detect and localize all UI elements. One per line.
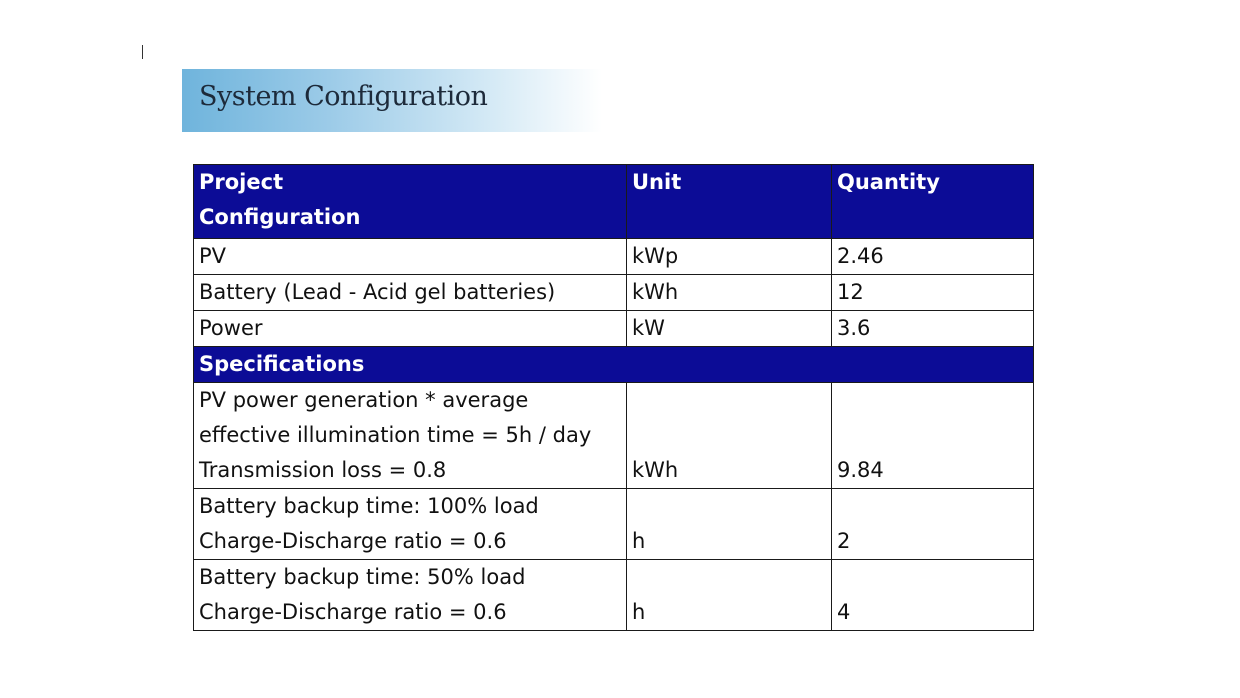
row-quantity: 2.46 (832, 239, 1034, 275)
title-banner (182, 69, 602, 132)
table-row (194, 311, 1034, 347)
table-row (194, 239, 1034, 275)
row-quantity: 12 (832, 275, 1034, 311)
row-item: Power (194, 311, 627, 347)
table-row (194, 560, 1034, 631)
row-unit: kWh (627, 383, 832, 489)
header-project-configuration: Project Configuration (194, 165, 627, 239)
header-unit: Unit (627, 165, 832, 239)
row-unit: kW (627, 311, 832, 347)
header-quantity: Quantity (832, 165, 1034, 239)
table-row (194, 275, 1034, 311)
configuration-table (193, 164, 1034, 631)
text-cursor (142, 45, 143, 59)
specifications-header-row (194, 347, 1034, 383)
row-unit: kWh (627, 275, 832, 311)
row-unit: kWp (627, 239, 832, 275)
row-unit: h (627, 560, 832, 631)
table-row (194, 489, 1034, 560)
row-unit: h (627, 489, 832, 560)
row-quantity: 4 (832, 560, 1034, 631)
table-header-row (194, 165, 1034, 239)
row-item: PV power generation * average effective illumination time = 5h / day Transmission loss = 0.8 (194, 383, 627, 489)
table-row (194, 383, 1034, 489)
row-item: PV (194, 239, 627, 275)
row-quantity: 3.6 (832, 311, 1034, 347)
row-quantity: 9.84 (832, 383, 1034, 489)
row-item: Battery backup time: 100% load Charge-Discharge ratio = 0.6 (194, 489, 627, 560)
row-item: Battery (Lead - Acid gel batteries) (194, 275, 627, 311)
row-quantity: 2 (832, 489, 1034, 560)
row-item: Battery backup time: 50% load Charge-Discharge ratio = 0.6 (194, 560, 627, 631)
page-title: System Configuration (199, 81, 488, 112)
specifications-label: Specifications (194, 347, 1034, 383)
